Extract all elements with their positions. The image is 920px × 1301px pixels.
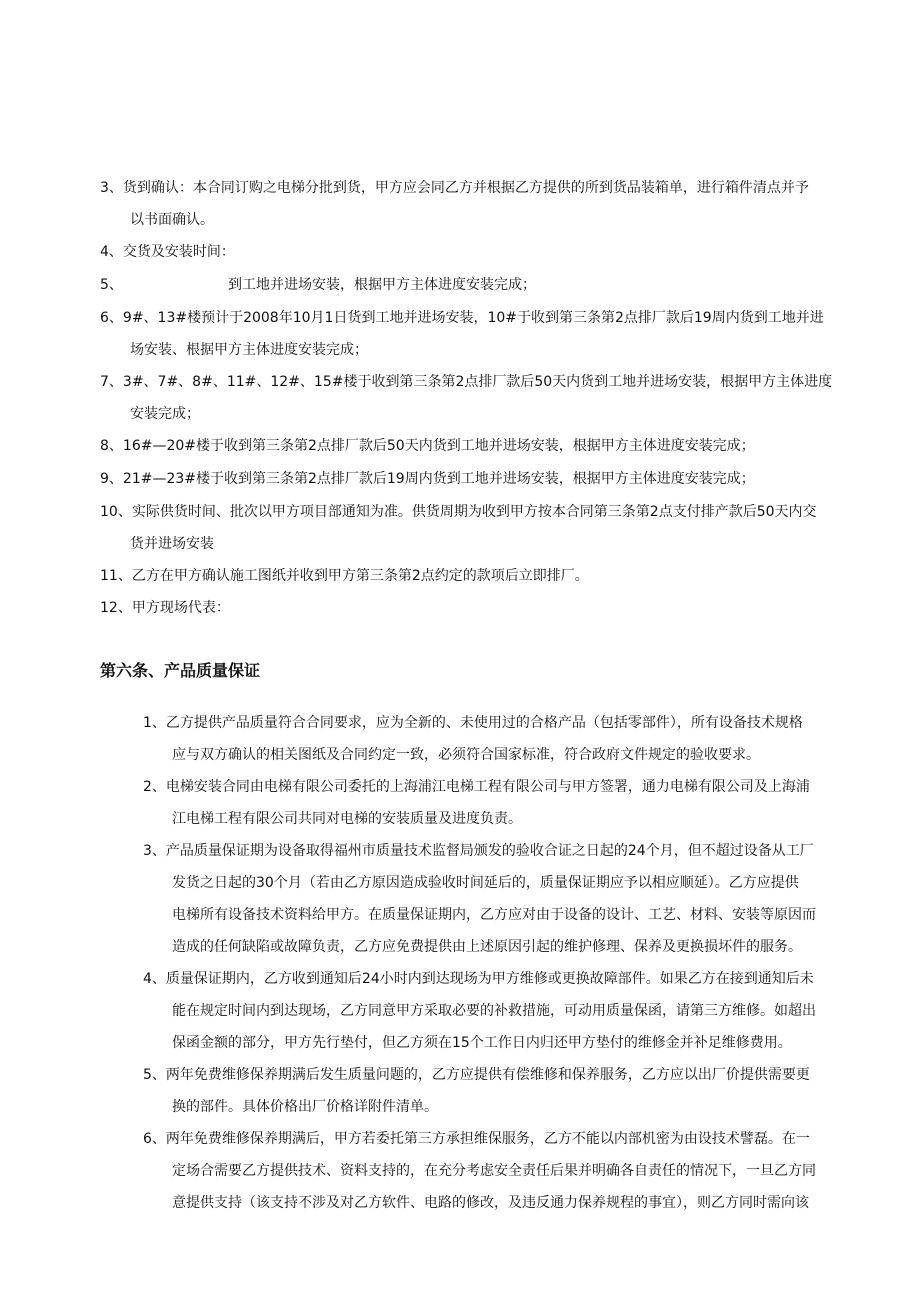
delivery-item-8: 8、16#—20#楼于收到第三条第2点排厂款后50天内货到工地并进场安装，根据甲方主体进度安装完成； [100,438,755,454]
quality-item-1-line-2: 应与双方确认的相关图纸及合同约定一致，必须符合国家标准，符合政府文件规定的验收要求。 [172,747,760,763]
quality-item-6-line-1: 6、两年免费维修保养期满后，甲方若委托第三方承担维保服务，乙方不能以内部机密为由设技术譬磊。在一 [143,1131,810,1147]
quality-item-2-line-1: 2、电梯安装合同由电梯有限公司委托的上海浦江电梯工程有限公司与甲方签署，通力电梯有限公司及上海浦 [143,779,810,795]
quality-item-6-line-3: 意提供支持（该支持不涉及对乙方软件、电路的修改，及违反通力保养规程的事宜），则乙方同时需向该 [172,1195,809,1211]
delivery-item-3-line-1: 3、货到确认：本合同订购之电梯分批到货，甲方应会同乙方并根据乙方提供的所到货品装箱单，进行箱件清点并予 [100,180,809,196]
delivery-item-10-line-1: 10、实际供货时间、批次以甲方项目部通知为准。供货周期为收到甲方按本合同第三条第2点支付排产款后50天内交 [100,504,817,520]
quality-item-4-line-1: 4、质量保证期内，乙方收到通知后24小时内到达现场为甲方维修或更换故障部件。如果乙方在接到通知后未 [143,971,814,987]
section-heading-quality: 第六条、产品质量保证 [100,661,261,680]
delivery-item-10-line-2: 货并进场安装 [130,536,214,552]
quality-item-6-line-2: 定场合需要乙方提供技术、资料支持的，在充分考虑安全责任后果并明确各自责任的情况下，一旦乙方同 [172,1163,816,1179]
quality-item-3-line-2: 发货之日起的30个月（若由乙方原因造成验收时间延后的，质量保证期应予以相应顺延）。乙方应提供 [172,875,799,891]
quality-item-5-line-1: 5、两年免费维修保养期满后发生质量问题的，乙方应提供有偿维修和保养服务，乙方应以出厂价提供需要更 [143,1067,810,1083]
delivery-item-5-text: 到工地并进场安装，根据甲方主体进度安装完成； [228,277,536,293]
quality-item-2-line-2: 江电梯工程有限公司共同对电梯的安装质量及进度负责。 [172,811,522,827]
delivery-item-12: 12、甲方现场代表： [100,600,230,616]
delivery-item-7-line-1: 7、3#、7#、8#、11#、12#、15#楼于收到第三条第2点排厂款后50天内货到工地并进场安装，根据甲方主体进度 [100,374,833,390]
delivery-item-6-line-2: 场安装、根据甲方主体进度安装完成； [130,342,368,358]
delivery-item-4: 4、交货及安装时间： [100,244,235,260]
delivery-item-5-number: 5、 [100,277,123,293]
delivery-item-6-line-1: 6、9#、13#楼预计于2008年10月1日货到工地并进场安装，10#于收到第三条第2点排厂款后19周内货到工地并进 [100,310,824,326]
delivery-item-11: 11、乙方在甲方确认施工图纸并收到甲方第三条第2点约定的款项后立即排厂。 [100,568,589,584]
quality-item-3-line-4: 造成的任何缺陷或故障负责，乙方应免费提供由上述原因引起的维护修理、保养及更换损坏件的服务。 [172,939,802,955]
delivery-item-7-line-2: 安装完成； [130,406,200,422]
quality-item-1-line-1: 1、乙方提供产品质量符合合同要求，应为全新的、未使用过的合格产品（包括零部件），所有设备技术规格 [143,715,803,731]
delivery-item-3-line-2: 以书面确认。 [130,212,214,228]
quality-item-4-line-2: 能在规定时间内到达现场，乙方同意甲方采取必要的补救措施，可动用质量保函，请第三方维修。如超出 [172,1003,816,1019]
quality-item-4-line-3: 保函金额的部分，甲方先行垫付，但乙方须在15个工作日内归还甲方垫付的维修金并补足维修费用。 [172,1035,792,1051]
quality-item-3-line-1: 3、产品质量保证期为设备取得福州市质量技术监督局颁发的验收合证之日起的24个月，但不超过设备从工厂 [143,843,814,859]
quality-item-3-line-3: 电梯所有设备技术资料给甲方。在质量保证期内，乙方应对由于设备的设计、工艺、材料、安装等原因而 [172,907,816,923]
quality-item-5-line-2: 换的部件。具体价格出厂价格详附件清单。 [172,1099,438,1115]
delivery-item-9: 9、21#—23#楼于收到第三条第2点排厂款后19周内货到工地并进场安装，根据甲方主体进度安装完成； [100,471,755,487]
